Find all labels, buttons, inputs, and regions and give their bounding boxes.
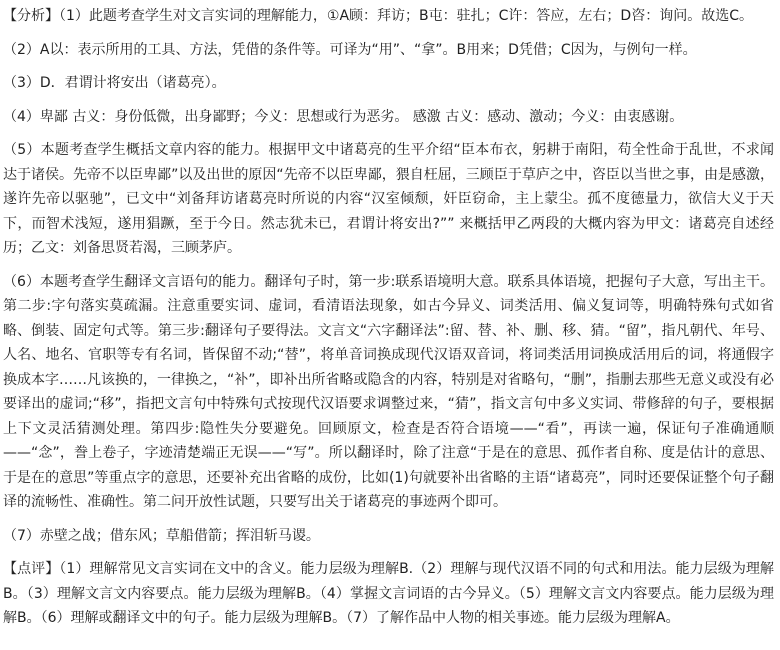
analysis-paragraph-3: （3）D．君谓计将安出（诸葛亮）。 xyxy=(3,75,226,91)
paragraph-gap xyxy=(3,96,774,105)
paragraph-gap xyxy=(3,62,774,71)
paragraph-gap xyxy=(3,548,774,557)
paragraph-gap xyxy=(3,515,774,524)
paragraph-gap xyxy=(3,129,774,138)
analysis-paragraph-6: （6）本题考查学生翻译文言语句的能力。翻译句子时，第一步:联系语境明大意。联系具体语境，把握句子大意，写出主干。第二步:字句落实莫疏漏。注意重要实词、虚词，看清语法现象，如古今异义、词类活用、偏义复词等，明确特殊句式如省略、倒装、固定句式等。第三步:翻译句子要得法。文言文“六字翻译法”:留、替、补、删、移、猜。“留”，指凡朝代、年号、人名、地名、官职等专有名词，皆保留不动;“替”，将单音词换成现代汉语双音词，将词类活用词换成活用后的词，将通假字换成本字……凡该换的，一律换之，“补”，即补出所省略或隐含的内容，特别是对省略句，“删”，指删去那些无意义或没有必要译出的虚词;“移”，指把文言句中特殊句式按现代汉语要求调整过来，“猜”，指文言句中多义实词、带修辞的句子，要根据上下文灵活猜测处理。第四步:隐性失分要避免。回顾原文，检查是否符合语境——“看”，再读一遍，保证句子准确通顺——“念”，誊上卷子，字迹清楚端正无误——“写”。所以翻译时，除了注意“于是在的意思、孤作者自称、度是估计的意思、于是在的意思”等重点字的意思，还要补充出省略的成份，比如(1)句就要补出省略的主语“诸葛亮”，同时还要保证整个句子翻译的流畅性、准确性。第二问开放性试题，只要写出关于诸葛亮的事迹两个即可。 xyxy=(3,273,775,510)
analysis-paragraph-4: （4）卑鄙 古义：身份低微，出身鄙野；今义：思想或行为恶劣。 感激 古义：感动、激动；今义：由衷感谢。 xyxy=(3,108,684,125)
paragraph-gap xyxy=(3,261,774,270)
analysis-paragraph-7: （7）赤壁之战；借东风；草船借箭；挥泪斩马谡。 xyxy=(3,527,320,544)
analysis-paragraph-1: 【分析】（1）此题考查学生对文言实词的理解能力，①A顾：拜访；B屯：驻扎；C许：答应，左右；D咨：询问。故选C。 xyxy=(3,8,753,24)
comment-paragraph: 【点评】（1）理解常见文言实词在文中的含义。能力层级为理解B.（2）理解与现代汉语不同的句式和用法。能力层级为理解B。（3）理解文言文内容要点。能力层级为理解B。（4）掌握文言词语的古今异义。（5）理解文言文内容要点。能力层级为理解B。（6）理解或翻译文中的句子。能力层级为理解B。（7）了解作品中人物的相关事迹。能力层级为理解A。 xyxy=(3,561,774,626)
analysis-paragraph-5: （5）本题考查学生概括文章内容的能力。根据甲文中诸葛亮的生平介绍“臣本布衣，躬耕于南阳，苟全性命于乱世，不求闻达于诸侯。先帝不以臣卑鄙”以及出世的原因“先帝不以臣卑鄙，猥自枉屈，三顾臣于草庐之中，咨臣以当世之事，由是感激，遂许先帝以驱驰”，已文中“刘备拜访诸葛亮时所说的内容“汉室倾颓，奸臣窃命，主上蒙尘。孤不度德量力，欲信大义于天下，而智术浅短，遂用猖蹶，至于今日。然志犹未已，君谓计将安出?”” 来概括甲乙两段的大概内容为甲文：诸葛亮自述经历；乙文：刘备思贤若渴，三顾茅庐。 xyxy=(3,142,774,256)
analysis-paragraph-2: （2）A以：表示所用的工具、方法，凭借的条件等。可译为“用”、“拿”。B用来；D凭借；C因为，与例句一样。 xyxy=(3,41,697,58)
paragraph-gap xyxy=(3,29,774,38)
